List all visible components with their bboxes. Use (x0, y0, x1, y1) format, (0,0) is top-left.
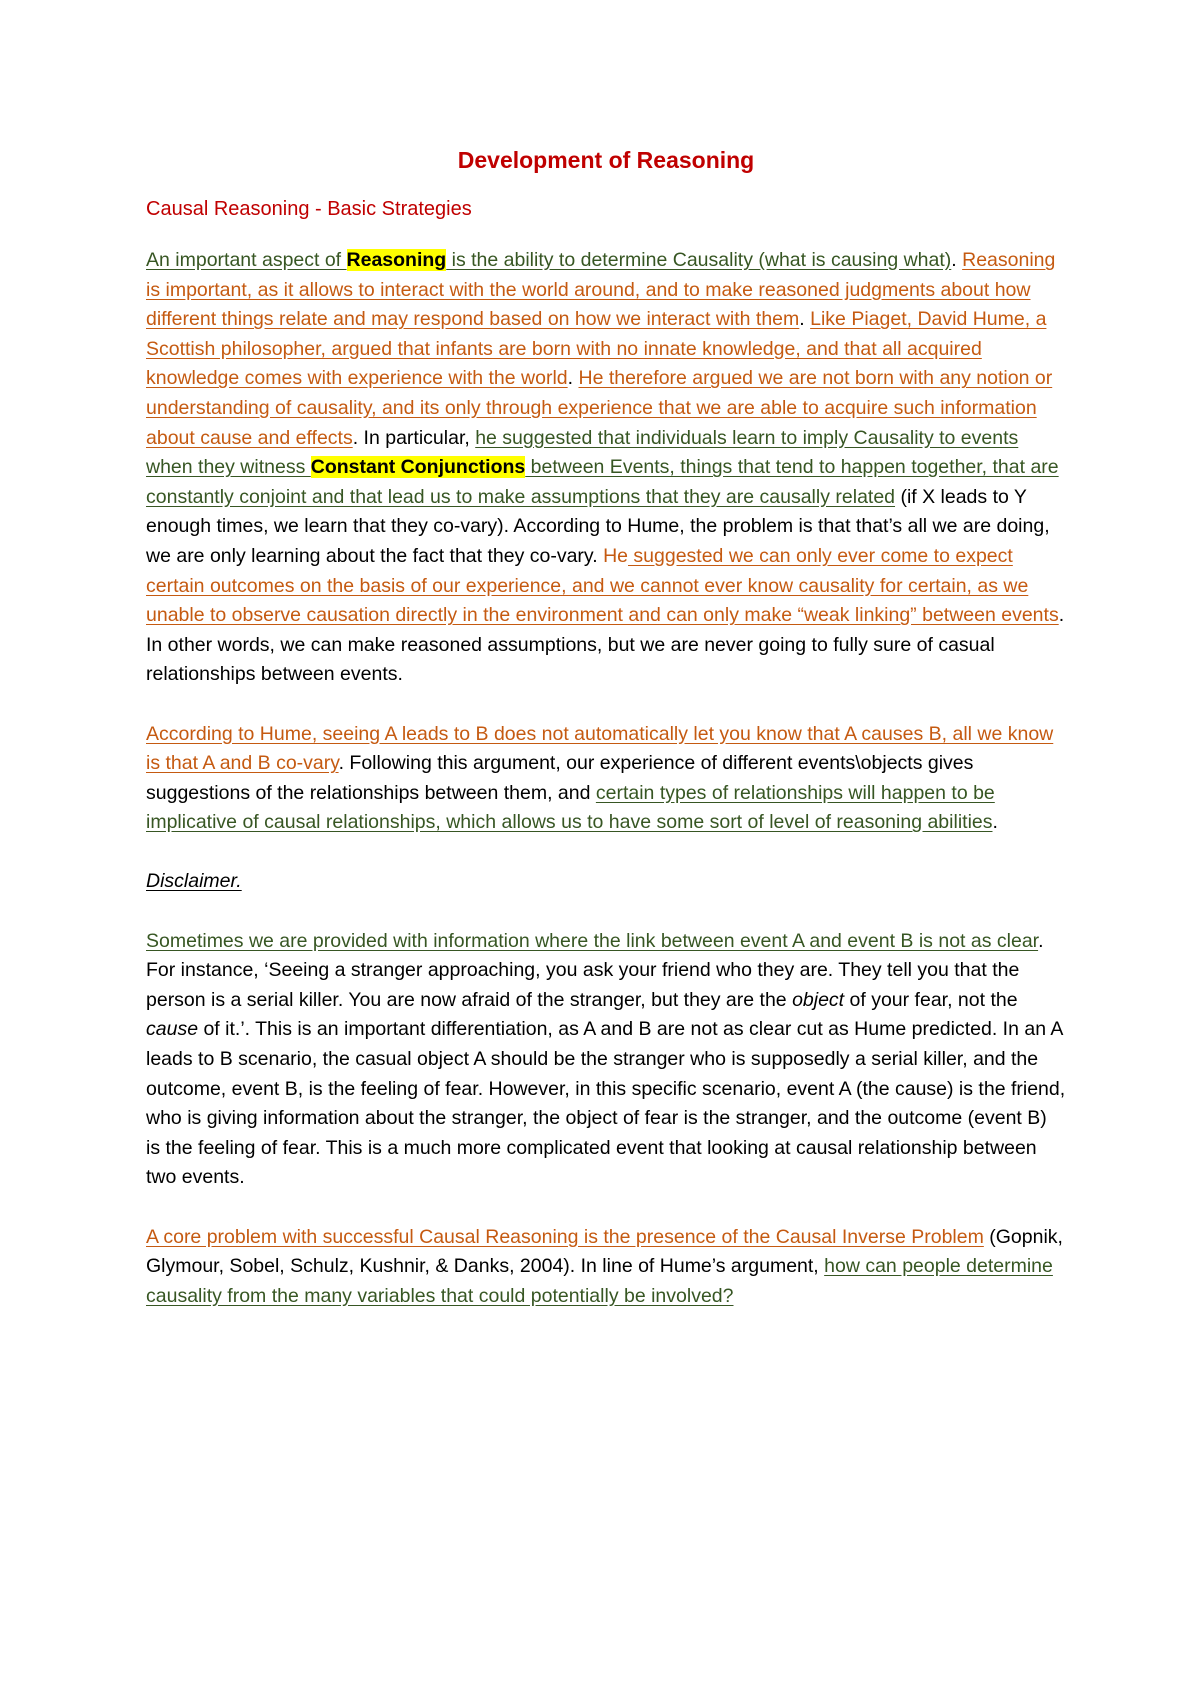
p4-text-1: (Gopnik, Glymour, Sobel, Schulz, Kushnir, & Danks, 2004). In line of Hume’s argument, (146, 1225, 1063, 1278)
p4-sentence-1: A core problem with successful Causal Reasoning is the presence of the Causal Inverse Problem (146, 1225, 984, 1248)
p2-sentence-1: According to Hume, seeing A leads to B does not automatically let you know that A causes B, all we know is that A and B co-vary (146, 722, 1054, 775)
p3-sentence-1: Sometimes we are provided with information where the link between event A and event B is not as clear (146, 929, 1039, 952)
p1-text-2: (if X leads to Y enough times, we learn that they co-vary). According to Hume, the problem is that that’s all we are doing, we are only learning about the fact that they co-vary. (146, 485, 1050, 567)
p1-punct-3: . (567, 367, 579, 390)
p2-text-1: . Following this argument, our experience of different events\objects gives suggestions of the relationships between them, and (146, 752, 974, 804)
p1-sentence-6b: suggested we can only ever come to expect certain outcomes on the basis of our experience, and we cannot ever know causality for certain, as we unable to observe causation directly in the environment and can only make “weak linking” between events (146, 544, 1059, 627)
p1-sentence-1a: An important aspect of (146, 249, 347, 271)
disclaimer-label: Disclaimer. (146, 870, 242, 893)
p1-sentence-2: Reasoning is important, as it allows to interact with the world around, and to make reasoned judgments about how different things relate and may respond based on how we interact with them (146, 249, 1056, 331)
paragraph-2 (146, 720, 1066, 838)
highlight-constant-conjunctions: Constant Conjunctions (310, 456, 526, 479)
paragraph-1 (146, 246, 1066, 690)
p1-punct-1: . (951, 249, 963, 271)
paragraph-4 (146, 1223, 1066, 1312)
p3-italic-object: object (792, 988, 845, 1011)
p3-italic-cause: cause (146, 1018, 199, 1041)
p3-text-2: of your fear, not the (844, 988, 1018, 1011)
p1-text-3: . In other words, we can make reasoned assumptions, but we are never going to fully sure of casual relationships between events. (146, 604, 1065, 686)
paragraph-3 (146, 927, 1066, 1193)
document-title: Development of Reasoning (457, 147, 755, 173)
document-page (146, 140, 1066, 1341)
highlight-reasoning: Reasoning (346, 249, 447, 271)
p3-text-3: of it.’. This is an important differentiation, as A and B are not as clear cut as Hume predicted. In an A leads to B scenario, the casual object A should be the stranger who is supposedly a serial killer, and the outcome, event B, is the feeling of fear. However, in this specific scenario, event A (the cause) is the friend, who is giving information about the stranger, the object of fear is the stranger, and the outcome (event B) is the feeling of fear. This is a much more complicated event that looking at causal relationship between two events. (146, 1018, 1066, 1189)
p1-sentence-5a: he suggested that individuals learn to imply Causality to events when they witness (146, 426, 1019, 479)
p3-text-1: . For instance, ‘Seeing a stranger approaching, you ask your friend who they are. They tell you that the person is a serial killer. You are now afraid of the stranger, but they are the (146, 929, 1044, 1011)
p1-sentence-5b: between Events, things that tend to happen together, that are constantly conjoint and that lead us to make assumptions that they are causally related (146, 456, 1059, 508)
p1-sentence-3: Like Piaget, David Hume, a Scottish philosopher, argued that infants are born with no innate knowledge, and that all acquired knowledge comes with experience with the world (146, 308, 1047, 390)
p1-punct-2: . (799, 308, 811, 331)
disclaimer-heading (146, 867, 1066, 897)
p2-text-2: . (992, 811, 998, 834)
p1-text-1: . In particular, (352, 426, 476, 449)
p1-sentence-1b: is the ability to determine Causality (what is causing what) (446, 249, 952, 271)
p2-sentence-2: certain types of relationships will happen to be implicative of causal relationships, which allows us to have some sort of level of reasoning abilities (146, 781, 995, 834)
p1-sentence-4: He therefore argued we are not born with any notion or understanding of causality, and its only through experience that we are able to acquire such information about cause and effects (146, 367, 1053, 449)
section-heading: Causal Reasoning - Basic Strategies (146, 198, 472, 220)
p4-sentence-2: how can people determine causality from the many variables that could potentially be involved? (146, 1255, 1053, 1307)
p1-sentence-6a: He (603, 544, 628, 567)
